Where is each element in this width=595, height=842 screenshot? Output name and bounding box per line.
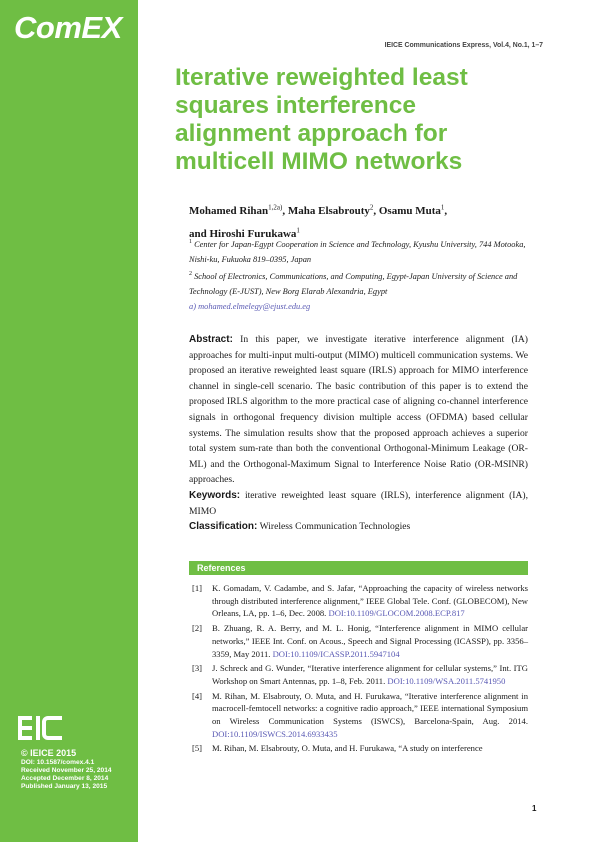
doi-link[interactable]: DOI:10.1109/WSA.2011.5741950 — [387, 675, 506, 686]
classification — [189, 519, 528, 535]
email-link[interactable]: mohamed.elmelegy@ejust.edu.eg — [198, 302, 311, 312]
author: and Hiroshi Furukawa$^1$ — [189, 226, 300, 241]
classification-label: Classification: — [189, 521, 258, 533]
keywords-text: iterative reweighted least square (IRLS), interference alignment (IA), MIMO — [189, 489, 528, 517]
doi-link[interactable]: DOI:10.1109/GLOCOM.2008.ECP.817 — [328, 608, 465, 619]
page-number: 1 — [532, 804, 537, 813]
paper-title: Iterative reweighted least squares interference alignment approach for multicell MIMO networks — [175, 64, 468, 175]
comex-logo: ComEX — [14, 10, 122, 45]
author: Maha Elsabrouty$^2$, — [287, 203, 379, 217]
affiliation: $^2$ School of Electronics, Communications, and Computing, Egypt-Japan University of Science and Technology (E-JUST), New Borg Elarab Alexandria, Egypt — [189, 271, 518, 297]
references-heading: References — [189, 561, 528, 575]
classification-text: Wireless Communication Technologies — [259, 521, 411, 533]
reference-item: [2] B. Zhuang, R. A. Berry, and M. L. Honig, “Interference alignment in MIMO cellular networks,” IEEE Int. Conf. on Acous., Speech and Signal Processing (ICASSP), pp. 3356–3359, May 2011. DOI:10.1109/ICASSP.2011.5947104 — [192, 623, 528, 659]
reference-item: [3] J. Schreck and G. Wunder, “Iterative interference alignment for cellular systems,” Int. ITG Workshop on Smart Antennas, pp. 1–8, Feb. 2011. DOI:10.1109/WSA.2011.5741950 — [192, 663, 528, 686]
reference-list — [192, 582, 528, 757]
abstract — [189, 332, 528, 488]
abstract-label: Abstract: — [189, 334, 233, 345]
reference-item: [5] M. Rihan, M. Elsabrouty, O. Muta, and H. Furukawa, “A study on interference — [192, 743, 483, 754]
abstract-text: In this paper, we investigate iterative interference alignment (IA) approaches for multi-input multi-output (MIMO) multicell communication systems. We proposed an iterative reweighted least square (IRLS) approach for MIMO interference channel in single-cell scenario. The basic contribution of this paper is to extend the proposed IRLS algorithm to the more practical case of aligning co-channel interference signals in orthogonal frequency division multiple access (OFDMA) based cellular systems. The simulation results show that the proposed approach achieves a superior total system sum-rate than both the conventional Orthogonal-Minimum Leakage (OR-ML) and the Orthogonal-Maximum Signal to Interference Noise Ratio (OR-MSINR) approaches. — [189, 334, 528, 486]
published-date: Published January 13, 2015 — [21, 783, 108, 790]
journal-header: IEICE Communications Express, Vol.4, No.1, 1–7 — [384, 42, 543, 49]
reference-item: [4] M. Rihan, M. Elsabrouty, O. Muta, and H. Furukawa, “Iterative interference alignment in macrocell-femtocell networks: a cognitive radio approach,” IEEE international Symposium on Wireless Communication Systems (ISWCS), Barcelona-Spain, Aug. 2014. DOI:10.1109/ISWCS.2014.6933435 — [192, 690, 528, 739]
sidebar — [0, 0, 138, 842]
abstract-section — [189, 332, 528, 535]
author: Osamu Muta$^1$, — [378, 203, 448, 217]
eic-logo-icon — [18, 716, 64, 740]
doi: DOI: 10.1587/comex.4.1 — [21, 759, 95, 766]
publication-info — [21, 748, 112, 791]
accepted-date: Accepted December 8, 2014 — [21, 775, 109, 782]
keywords-label: Keywords: — [189, 489, 241, 501]
received-date: Received November 25, 2014 — [21, 767, 112, 774]
keywords — [189, 488, 528, 519]
reference-item: [1] K. Gomadam, V. Cadambe, and S. Jafar, “Approaching the capacity of wireless networks through distributed interference alignment,” IEEE Global Tele. Conf. (GLOBECOM), New Orleans, LA, pp. 1–6, Dec. 2008. DOI:10.1109/GLOCOM.2008.ECP.817 — [192, 583, 528, 619]
doi-link[interactable]: DOI:10.1109/ICASSP.2011.5947104 — [272, 648, 400, 659]
email: a) mohamed.elmelegy@ejust.edu.eg — [189, 302, 311, 312]
copyright: © IEICE 2015 — [21, 748, 77, 758]
affiliation: $^1$ Center for Japan-Egypt Cooperation in Science and Technology, Kyushu University, 744 Motooka, Nishi-ku, Fukuoka 819–0395, Japan — [189, 239, 526, 264]
doi-link[interactable]: DOI:10.1109/ISWCS.2014.6933435 — [212, 728, 338, 739]
author: Mohamed Rihan$^{1,2a)}$, — [189, 203, 288, 217]
affiliations — [189, 235, 539, 315]
